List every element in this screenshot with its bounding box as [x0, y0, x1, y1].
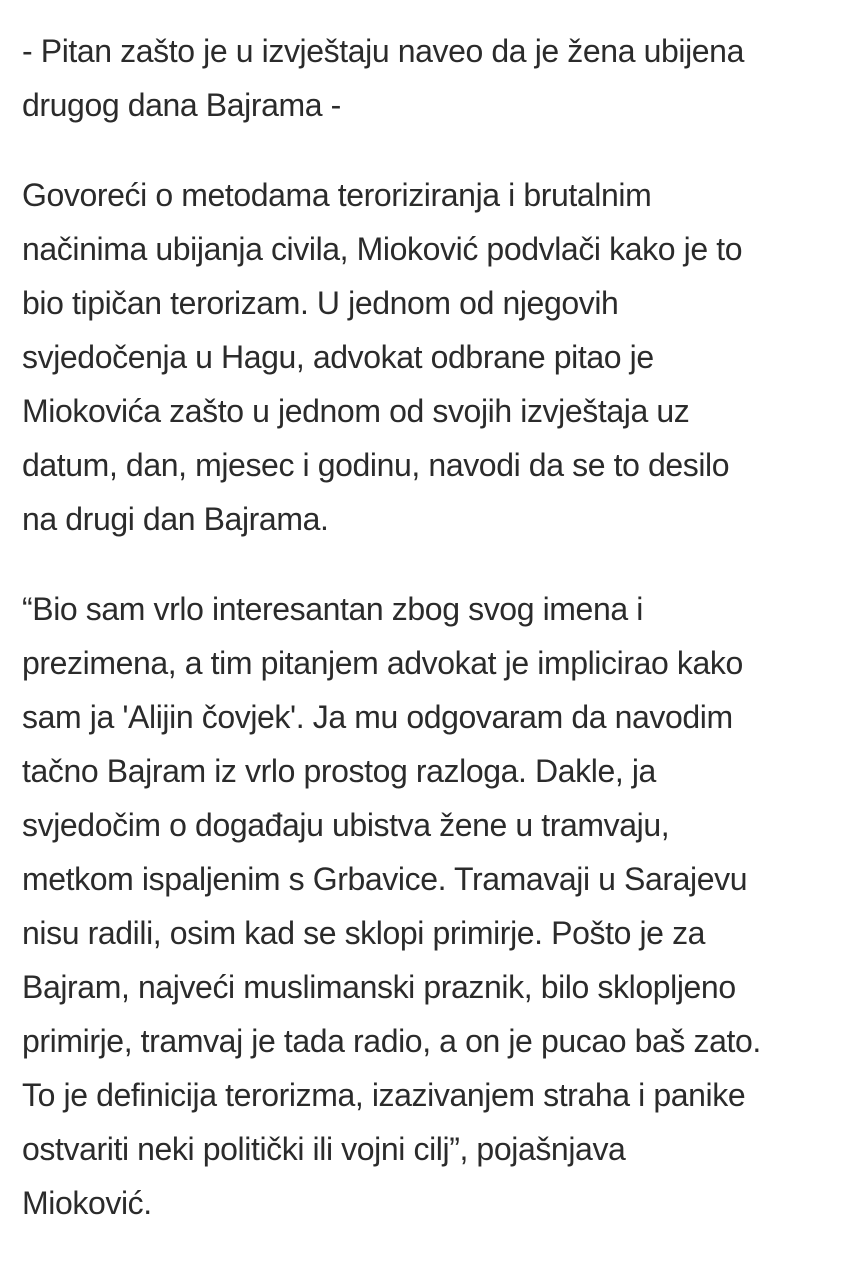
text-line: datum, dan, mjesec i godinu, navodi da se to desilo — [22, 447, 730, 483]
text-line: nisu radili, osim kad se sklopi primirje. Pošto je za — [22, 915, 706, 951]
text-line: “Bio sam vrlo interesantan zbog svog imena i — [22, 591, 643, 627]
text-line: sam ja 'Alijin čovjek'. Ja mu odgovaram da navodim — [22, 699, 733, 735]
text-line: ostvariti neki politički ili vojni cilj”, pojašnjava — [22, 1131, 626, 1167]
text-line: To je definicija terorizma, izazivanjem straha i panike — [22, 1077, 746, 1113]
text-line: - Pitan zašto je u izvještaju naveo da je žena ubijena — [22, 33, 744, 69]
article-body — [22, 24, 852, 1266]
article-subheading — [22, 24, 852, 132]
text-line: primirje, tramvaj je tada radio, a on je pucao baš zato. — [22, 1023, 761, 1059]
text-line: drugog dana Bajrama - — [22, 87, 341, 123]
text-line: metkom ispaljenim s Grbavice. Tramavaji u Sarajevu — [22, 861, 748, 897]
text-line: prezimena, a tim pitanjem advokat je implicirao kako — [22, 645, 743, 681]
text-line: Bajram, najveći muslimanski praznik, bilo sklopljeno — [22, 969, 736, 1005]
text-line: načinima ubijanja civila, Mioković podvlači kako je to — [22, 231, 743, 267]
text-line: Mioković. — [22, 1185, 152, 1221]
paragraph-2-quote — [22, 582, 852, 1230]
text-line: na drugi dan Bajrama. — [22, 501, 329, 537]
text-line: tačno Bajram iz vrlo prostog razloga. Dakle, ja — [22, 753, 656, 789]
text-line: Miokovića zašto u jednom od svojih izvještaja uz — [22, 393, 690, 429]
text-line: Govoreći o metodama teroriziranja i brutalnim — [22, 177, 652, 213]
text-line: bio tipičan terorizam. U jednom od njegovih — [22, 285, 619, 321]
text-line: svjedočim o događaju ubistva žene u tramvaju, — [22, 807, 670, 843]
paragraph-1 — [22, 168, 852, 546]
text-line: svjedočenja u Hagu, advokat odbrane pitao je — [22, 339, 654, 375]
